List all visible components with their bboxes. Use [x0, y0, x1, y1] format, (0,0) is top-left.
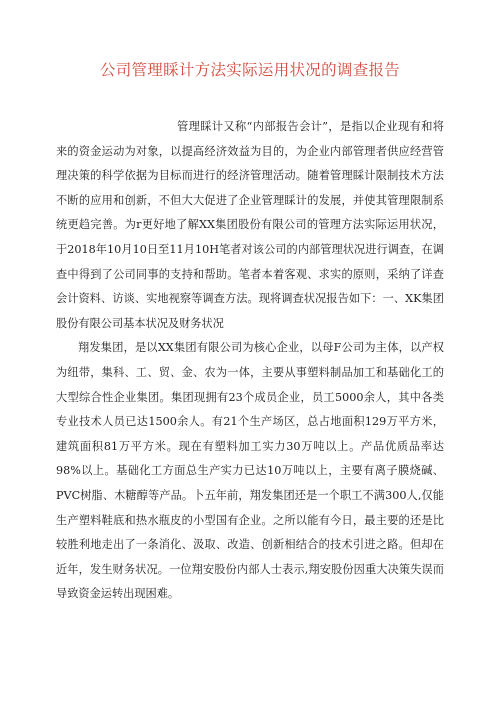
paragraph-company-overview: 翔发集团，是以XX集团有限公司为核心企业，以母F公司为主体，以产权为纽带，集科、工、贸、金、农为一体，主要从事塑料制品加工和基础化工的大型综合性企业集团。集团现拥有23个成员企业，员工5000余人，其中各类专业技术人员已达1500余人。有21个生产场区，总占地面积129万平方米，建筑面积81万平方米。现在有塑料加工实力30万吨以上。产品优质品率达98%以上。基础化工方面总生产实力已达10万吨以上，主要有离子膜烧碱、PVC树脂、木糖醇等产品。卜五年前，翔发集团还是一个职工不满300人,仅能生产塑料鞋底和热水瓶皮的小型国有企业。之所以能有今日，最主要的还是比较胜利地走出了一条消化、汲取、改造、创新相结合的技术引进之路。但却在近年，发生财务状况。一位翔安股份内部人士表示,翔安股份因重大决策失误而导致资金运转出现困难。 — [56, 341, 444, 601]
document-body — [56, 115, 444, 607]
paragraph-intro: 管理睬计又称“内部报告会计”，是指以企业现有和将来的资金运动为对象，以提高经济效益为目的，为企业内部管理者供应经营管理决策的科学依据为目标而进行的经济管理活动。随着管理睬计限制技术方法不断的应用和创新，不但大大促进了企业管理睬计的发展，并使其管理限制系统更趋完善。为r更好地了解XX集团股份有限公司的管理方法实际运用状况，于2018年10月10日至11月10H笔者对该公司的内部管理状况进行调查，在调查中得到了公司同事的支持和帮助。笔者本着客观、求实的原则，采纳了详查会计资料、访谈、实地视察等调查方法。现将调查状况报告如下：一、XK集团股份有限公司基本状况及财务状况 — [56, 120, 444, 330]
document-title: 公司管理睬计方法实际运用状况的调查报告 — [99, 61, 401, 79]
